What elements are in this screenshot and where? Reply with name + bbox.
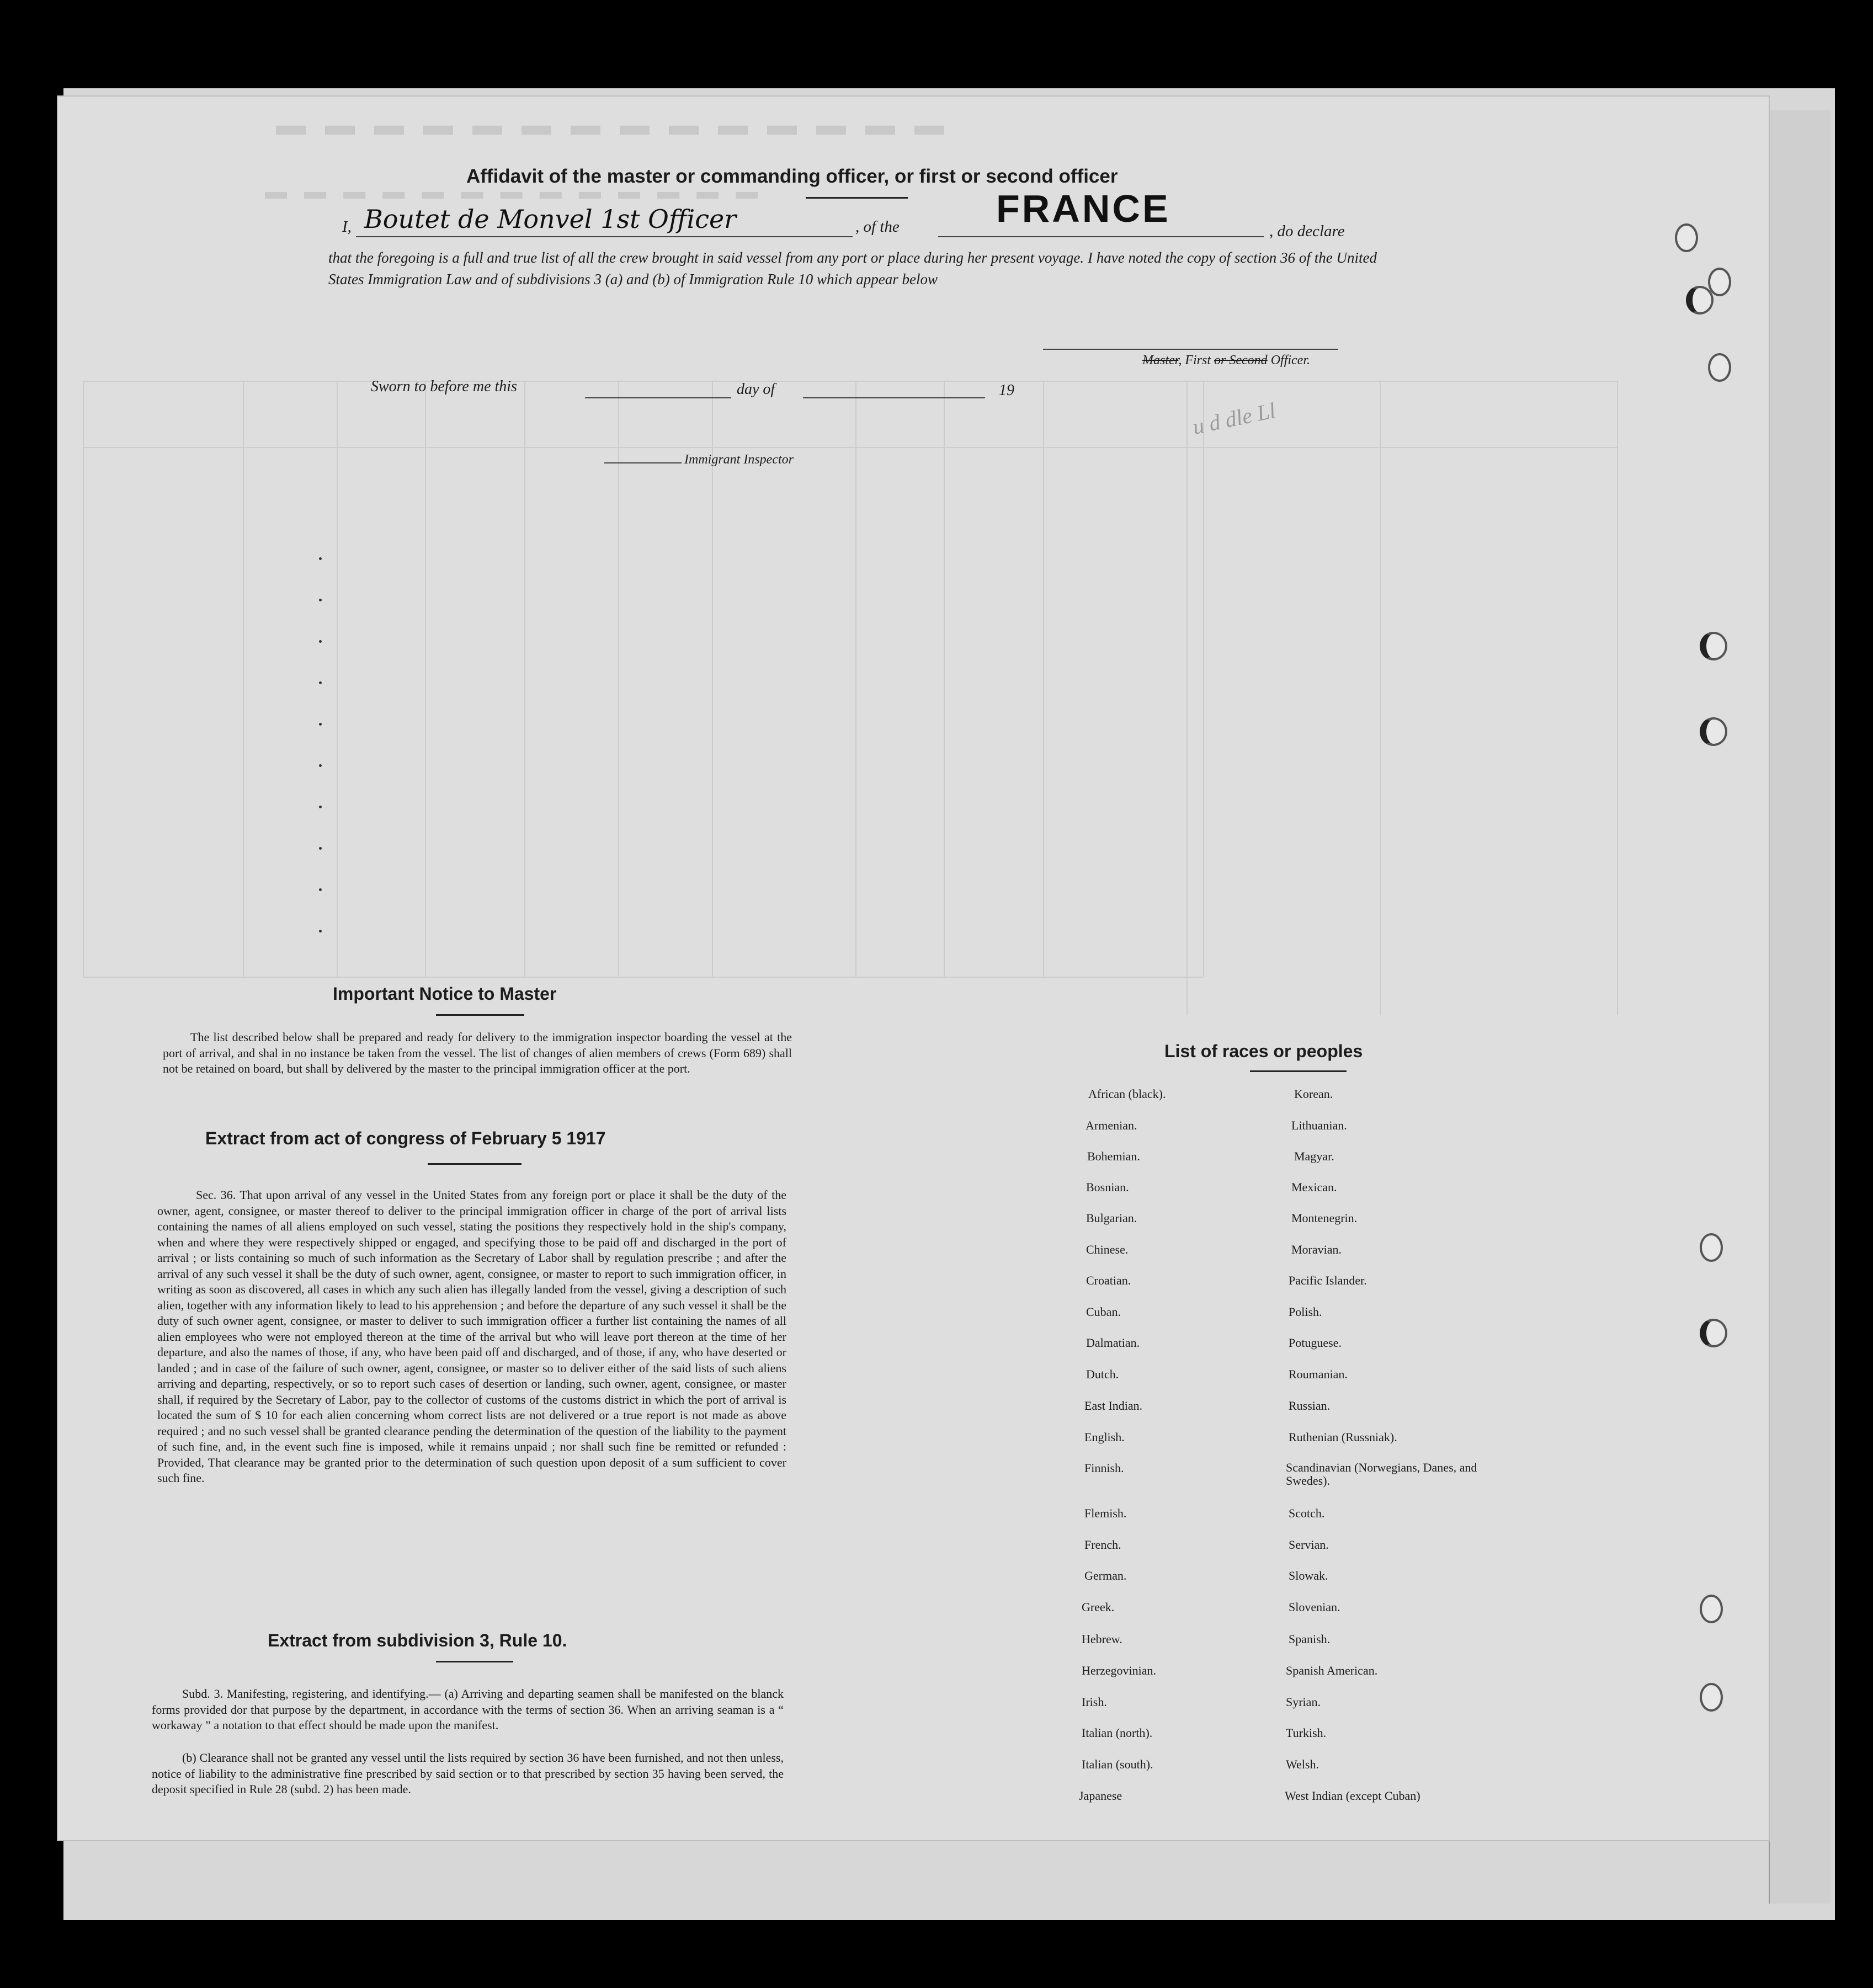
rule-rule — [436, 1661, 513, 1662]
race-item: Cuban. — [1086, 1305, 1121, 1319]
dot-mark — [319, 723, 322, 726]
race-item: Bohemian. — [1087, 1149, 1140, 1163]
affidavit-body: that the foregoing is a full and true list of all the crew brought in said vessel from any port or place during her present voyage. I have noted the copy of section 36 of the United States Immigration Law and of subdivisions 3 (a) and (b) of Immigration Rule 10 which appear below — [328, 249, 1377, 287]
binder-hole-icon — [1700, 717, 1727, 746]
act-extract-heading: Extract from act of congress of February 5 1917 — [205, 1128, 606, 1148]
race-item: African (black). — [1088, 1087, 1166, 1101]
race-item: Croatian. — [1086, 1273, 1131, 1287]
race-item: Potuguese. — [1289, 1336, 1342, 1350]
race-item: Syrian. — [1286, 1695, 1321, 1709]
margin-pencil-note: u d dle Ll — [1190, 397, 1278, 440]
race-item: Scandinavian (Norwegians, Danes, and Swedes). — [1286, 1461, 1477, 1488]
affidavit-heading: Affidavit of the master or commanding officer, or first or second officer — [466, 166, 1118, 187]
race-item: Spanish American. — [1286, 1664, 1378, 1677]
officer-signature-line — [1043, 349, 1338, 350]
race-item: Flemish. — [1084, 1506, 1127, 1520]
affidavit-of-the: , of the — [855, 218, 900, 236]
race-item: French. — [1084, 1538, 1121, 1552]
race-item: Slowak. — [1289, 1569, 1328, 1582]
rule-extract-body-a: Subd. 3. Manifesting, registering, and identifying.— (a) Arriving and departing seamen shall be manifested on the blanck forms provided dor that purpose by the department, in accordance with the terms of section 36. When an arriving seaman is a “ workaway ” a notation to that effect should be made upon the manifest. — [152, 1687, 784, 1732]
race-item: Magyar. — [1294, 1149, 1334, 1163]
act-extract-body: Sec. 36. That upon arrival of any vessel in the United States from any foreign port or place it shall be the duty of the owner, agent, consignee, or master thereof to deliver to the principal immigration officer in charge of the port of arrival lists containing the names of all aliens employed on such vessel, stating the positions they respectively hold in the ship's company, when and where they were respectively shipped or engaged, and specifying those to be paid off and discharged in the port of arrival ; or lists containing so much of such information as the Secretary of Labor shall by regulation prescribe ; and after the arrival of any such vessel it shall be the duty of such owner, agent, consignee, or master to report to such immigration officer, in writing as soon as discovered, all cases in which any such alien has illegally landed from the vessel, giving a description of such alien, together with any information likely to lead to his apprehension ; and before the departure of any such vessel it shall be the duty of such owner agent, consignee, or master to deliver to such immigration officer a further list containing the names of all alien employees who were not employed thereon at the time of the arrival but who will leave port thereon at the time of her departure, and also the names of those, if any, who have been paid off and discharged, and of those, if any, who have deserted or landed ; and in case of the failure of such owner, agent, consignee, or master so to deliver either of the said lists of such aliens arriving and departing, respectively, or so to report such cases of desertion or landing, such owner, agent, consignee, or master shall, if required by the Secretary of Labor, pay to the collector of customs of the customs district in which the port of arrival is located the sum of $ 10 for each alien concerning whom correct lists are not delivered or a true report is not made as above required ; and no such vessel shall be granted clearance pending the determination of the question of the liability to the payment of such fine, and, in the event such fine is imposed, while it remains unpaid ; nor shall such fine be remitted or refunded : Provided, That clearance may be granted prior to the determination of such question upon deposit of a sum sufficient to cover such fine. — [157, 1188, 786, 1485]
signature-line — [356, 236, 853, 237]
race-item: Lithuanian. — [1291, 1118, 1347, 1132]
race-item: Bulgarian. — [1086, 1211, 1137, 1225]
binder-hole-icon — [1700, 1683, 1723, 1712]
bleed-through-subheader: ▬ ▬ ▬ ▬ ▬ ▬ ▬ ▬ ▬ ▬ ▬ ▬ ▬ — [265, 179, 764, 204]
race-item: Pacific Islander. — [1289, 1273, 1367, 1287]
bleed-through-table-grid — [83, 381, 1203, 977]
notice-rule — [436, 1014, 524, 1016]
dot-mark — [319, 681, 322, 684]
dot-mark — [319, 930, 322, 932]
heading-rule — [806, 197, 908, 199]
affidavit-declare: , do declare — [1269, 222, 1345, 240]
race-item: Roumanian. — [1289, 1367, 1348, 1381]
sworn-date-line — [585, 397, 731, 398]
race-item: English. — [1084, 1430, 1125, 1444]
inspector-label: Immigrant Inspector — [684, 452, 794, 467]
races-rule — [1250, 1070, 1347, 1072]
race-item: Montenegrin. — [1291, 1211, 1358, 1225]
sworn-month-line — [803, 397, 985, 398]
races-heading: List of races or peoples — [1164, 1041, 1363, 1061]
race-item: Scotch. — [1289, 1506, 1325, 1520]
vessel-line — [938, 236, 1264, 237]
dot-mark — [319, 640, 322, 643]
act-rule — [428, 1163, 522, 1165]
race-item: Herzegovinian. — [1082, 1664, 1156, 1677]
vessel-name-stamp: FRANCE — [996, 187, 1170, 230]
officer-signature-handwritten: Boutet de Monvel 1st Officer — [364, 204, 737, 234]
inspector-signature-line — [604, 462, 682, 463]
race-item: Ruthenian (Russniak). — [1289, 1430, 1397, 1444]
bleed-through-right-grid — [1186, 381, 1617, 1015]
notice-body: The list described below shall be prepared and ready for delivery to the immigration inspector boarding the vessel at the port of arrival, and shal in no instance be taken from the vessel. The list of changes of alien members of crews (Form 689) shall not be retained on board, but shall by delivered by the master to the principal immigration officer at the port. — [163, 1030, 792, 1075]
officer-title-label: Master, First or Second Officer. — [1142, 353, 1311, 367]
race-item: Dutch. — [1086, 1367, 1119, 1381]
race-item: West Indian (except Cuban) — [1285, 1789, 1420, 1803]
sworn-year: 19 — [999, 382, 1014, 399]
binder-hole-icon — [1700, 632, 1727, 660]
notice-heading: Important Notice to Master — [333, 984, 557, 1004]
binder-hole-icon — [1708, 268, 1731, 296]
race-item: Welsh. — [1286, 1757, 1319, 1771]
race-item: Hebrew. — [1082, 1632, 1122, 1646]
race-item: Servian. — [1289, 1538, 1329, 1552]
race-item: Italian (south). — [1082, 1757, 1153, 1771]
race-item: Dalmatian. — [1086, 1336, 1140, 1350]
race-item: Slovenian. — [1289, 1600, 1340, 1614]
race-item: Korean. — [1294, 1087, 1333, 1101]
race-item: Japanese — [1079, 1789, 1122, 1803]
dot-mark — [319, 764, 322, 767]
race-item: Moravian. — [1291, 1243, 1342, 1256]
binder-hole-icon — [1700, 1319, 1727, 1347]
binder-hole-icon — [1708, 353, 1731, 382]
race-item: Russian. — [1289, 1399, 1331, 1413]
binder-hole-icon — [1700, 1595, 1723, 1623]
sworn-prefix: Sworn to before me this — [371, 378, 517, 395]
race-item: Greek. — [1082, 1600, 1115, 1614]
binder-hole-icon — [1686, 286, 1714, 315]
dot-mark — [319, 847, 322, 850]
dot-mark — [319, 888, 322, 891]
affidavit-prefix: I, — [342, 218, 352, 236]
rule-extract-body-b: (b) Clearance shall not be granted any vessel until the lists required by section 36 have been furnished, and not then unless, notice of liability to the administrative fine prescribed by said section or to that prescribed by section 35 having been served, the deposit specified in Rule 28 (subd. 2) has been made. — [152, 1751, 784, 1796]
race-item: Mexican. — [1291, 1180, 1337, 1194]
race-item: Armenian. — [1086, 1118, 1137, 1132]
race-item: Chinese. — [1086, 1243, 1129, 1256]
race-item: Bosnian. — [1086, 1180, 1129, 1194]
race-item: Irish. — [1082, 1695, 1107, 1709]
paper-edge-stack — [1769, 110, 1831, 1904]
race-item: East Indian. — [1084, 1399, 1143, 1413]
rule-extract-heading: Extract from subdivision 3, Rule 10. — [268, 1630, 567, 1650]
binder-hole-icon — [1700, 1233, 1723, 1262]
sworn-day-of: day of — [737, 381, 775, 398]
dot-mark — [319, 557, 322, 560]
dot-mark — [319, 806, 322, 808]
dot-mark — [319, 599, 322, 601]
race-item: Polish. — [1289, 1305, 1322, 1319]
race-item: Spanish. — [1289, 1632, 1331, 1646]
bleed-through-header: ▬ ▬ ▬ ▬ ▬ ▬ ▬ ▬ ▬ ▬ ▬ ▬ ▬ ▬ — [276, 108, 950, 141]
race-item: Turkish. — [1286, 1726, 1327, 1740]
race-item: Italian (north). — [1082, 1726, 1153, 1740]
race-item: German. — [1084, 1569, 1127, 1582]
race-item: Finnish. — [1084, 1461, 1124, 1475]
binder-hole-icon — [1675, 223, 1698, 252]
